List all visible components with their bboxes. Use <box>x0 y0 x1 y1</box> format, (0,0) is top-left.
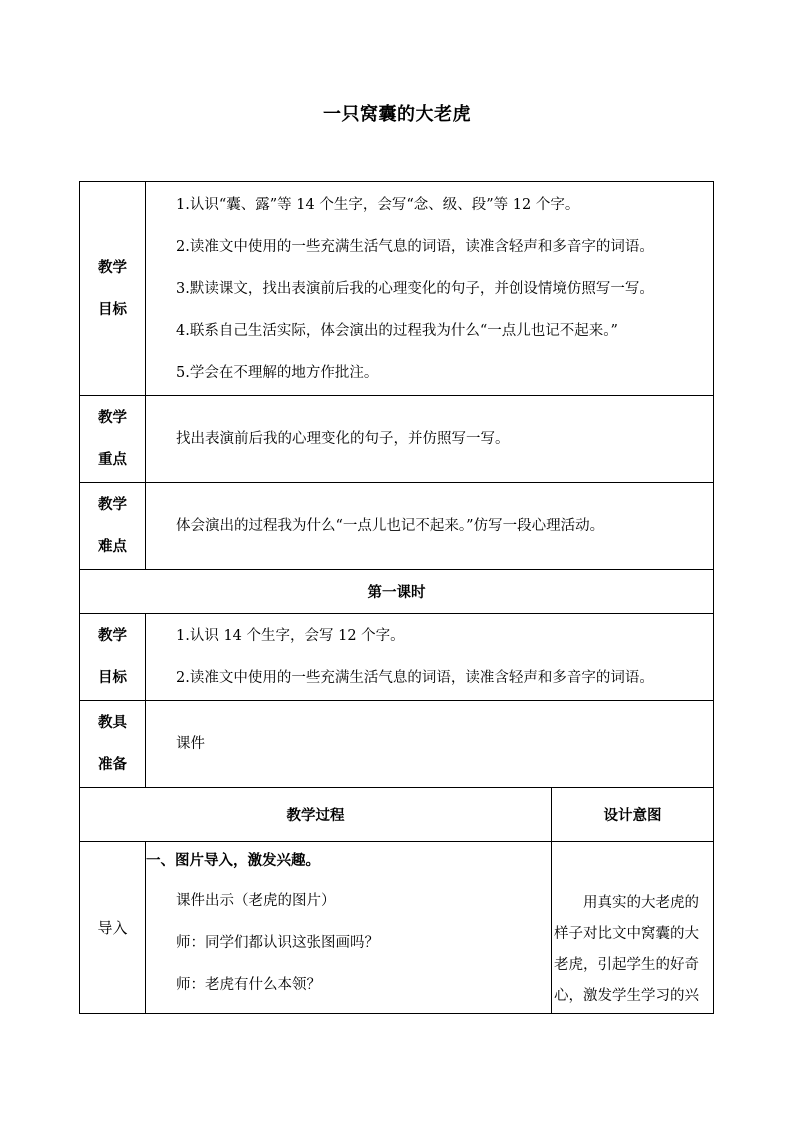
intro-row <box>80 842 714 1014</box>
intro-line: 师：老虎有什么本领？ <box>176 977 321 993</box>
intro-label: 导入 <box>80 842 146 1014</box>
materials-content <box>146 701 714 788</box>
goal-item: 4.联系自己生活实际，体会演出的过程我为什么“一点儿也记不起来。” <box>176 322 618 339</box>
lesson-goals-label <box>80 614 146 701</box>
lesson-goals-content <box>146 614 714 701</box>
key-points-label <box>80 396 146 483</box>
difficulties-row <box>80 483 714 570</box>
lesson-title-row <box>80 570 714 614</box>
intro-line: 师：同学们都认识这张图画吗？ <box>176 935 379 951</box>
materials-row <box>80 701 714 788</box>
materials-text: 课件 <box>176 736 205 752</box>
key-points-label-line1: 教学 <box>98 409 127 426</box>
key-points-content <box>146 396 714 483</box>
goals-label-line2: 目标 <box>98 300 127 318</box>
goals-label <box>80 182 146 396</box>
process-header: 教学过程 <box>80 788 552 842</box>
goal-item: 1.认识“囊、露”等 14 个生字，会写“念、级、段”等 12 个字。 <box>176 196 580 213</box>
difficulties-label <box>80 483 146 570</box>
lesson-goals-label-line1: 教学 <box>98 627 127 644</box>
lesson-goal-item: 2.读准文中使用的一些充满生活气息的词语，读准含轻声和多音字的词语。 <box>176 670 654 686</box>
materials-label-line2: 准备 <box>98 756 127 773</box>
materials-label <box>80 701 146 788</box>
lesson-goals-label-line2: 目标 <box>98 669 127 686</box>
goal-item: 5.学会在不理解的地方作批注。 <box>176 364 379 381</box>
difficulties-text: 体会演出的过程我为什么“一点儿也记不起来。”仿写一段心理活动。 <box>176 518 605 534</box>
key-points-row <box>80 396 714 483</box>
goals-row <box>80 182 714 396</box>
intro-line: 课件出示（老虎的图片） <box>176 893 336 909</box>
lesson-plan-table <box>79 181 714 1014</box>
process-header-row <box>80 788 714 842</box>
goals-content <box>146 182 714 396</box>
intro-intent-text: 用真实的大老虎的样子对比文中窝囊的大老虎，引起学生的好奇心，激发学生学习的兴 <box>554 895 699 1004</box>
intent-header: 设计意图 <box>552 788 714 842</box>
difficulties-label-line1: 教学 <box>98 496 127 513</box>
lesson-title: 第一课时 <box>80 570 714 614</box>
materials-label-line1: 教具 <box>98 714 127 731</box>
difficulties-content <box>146 483 714 570</box>
intro-content <box>146 842 552 1014</box>
goal-item: 3.默读课文，找出表演前后我的心理变化的句子，并创设情境仿照写一写。 <box>176 280 654 297</box>
document-title: 一只窝囊的大老虎 <box>323 104 471 125</box>
goals-label-line1: 教学 <box>98 258 127 276</box>
intro-intent <box>552 842 714 1014</box>
goal-item: 2.读准文中使用的一些充满生活气息的词语，读准含轻声和多音字的词语。 <box>176 238 654 255</box>
lesson-goal-item: 1.认识 14 个生字，会写 12 个字。 <box>176 628 405 644</box>
key-points-text: 找出表演前后我的心理变化的句子，并仿照写一写。 <box>176 431 510 447</box>
key-points-label-line2: 重点 <box>98 451 127 468</box>
lesson-goals-row <box>80 614 714 701</box>
difficulties-label-line2: 难点 <box>98 538 127 555</box>
intro-heading: 一、图片导入，激发兴趣。 <box>146 852 320 869</box>
